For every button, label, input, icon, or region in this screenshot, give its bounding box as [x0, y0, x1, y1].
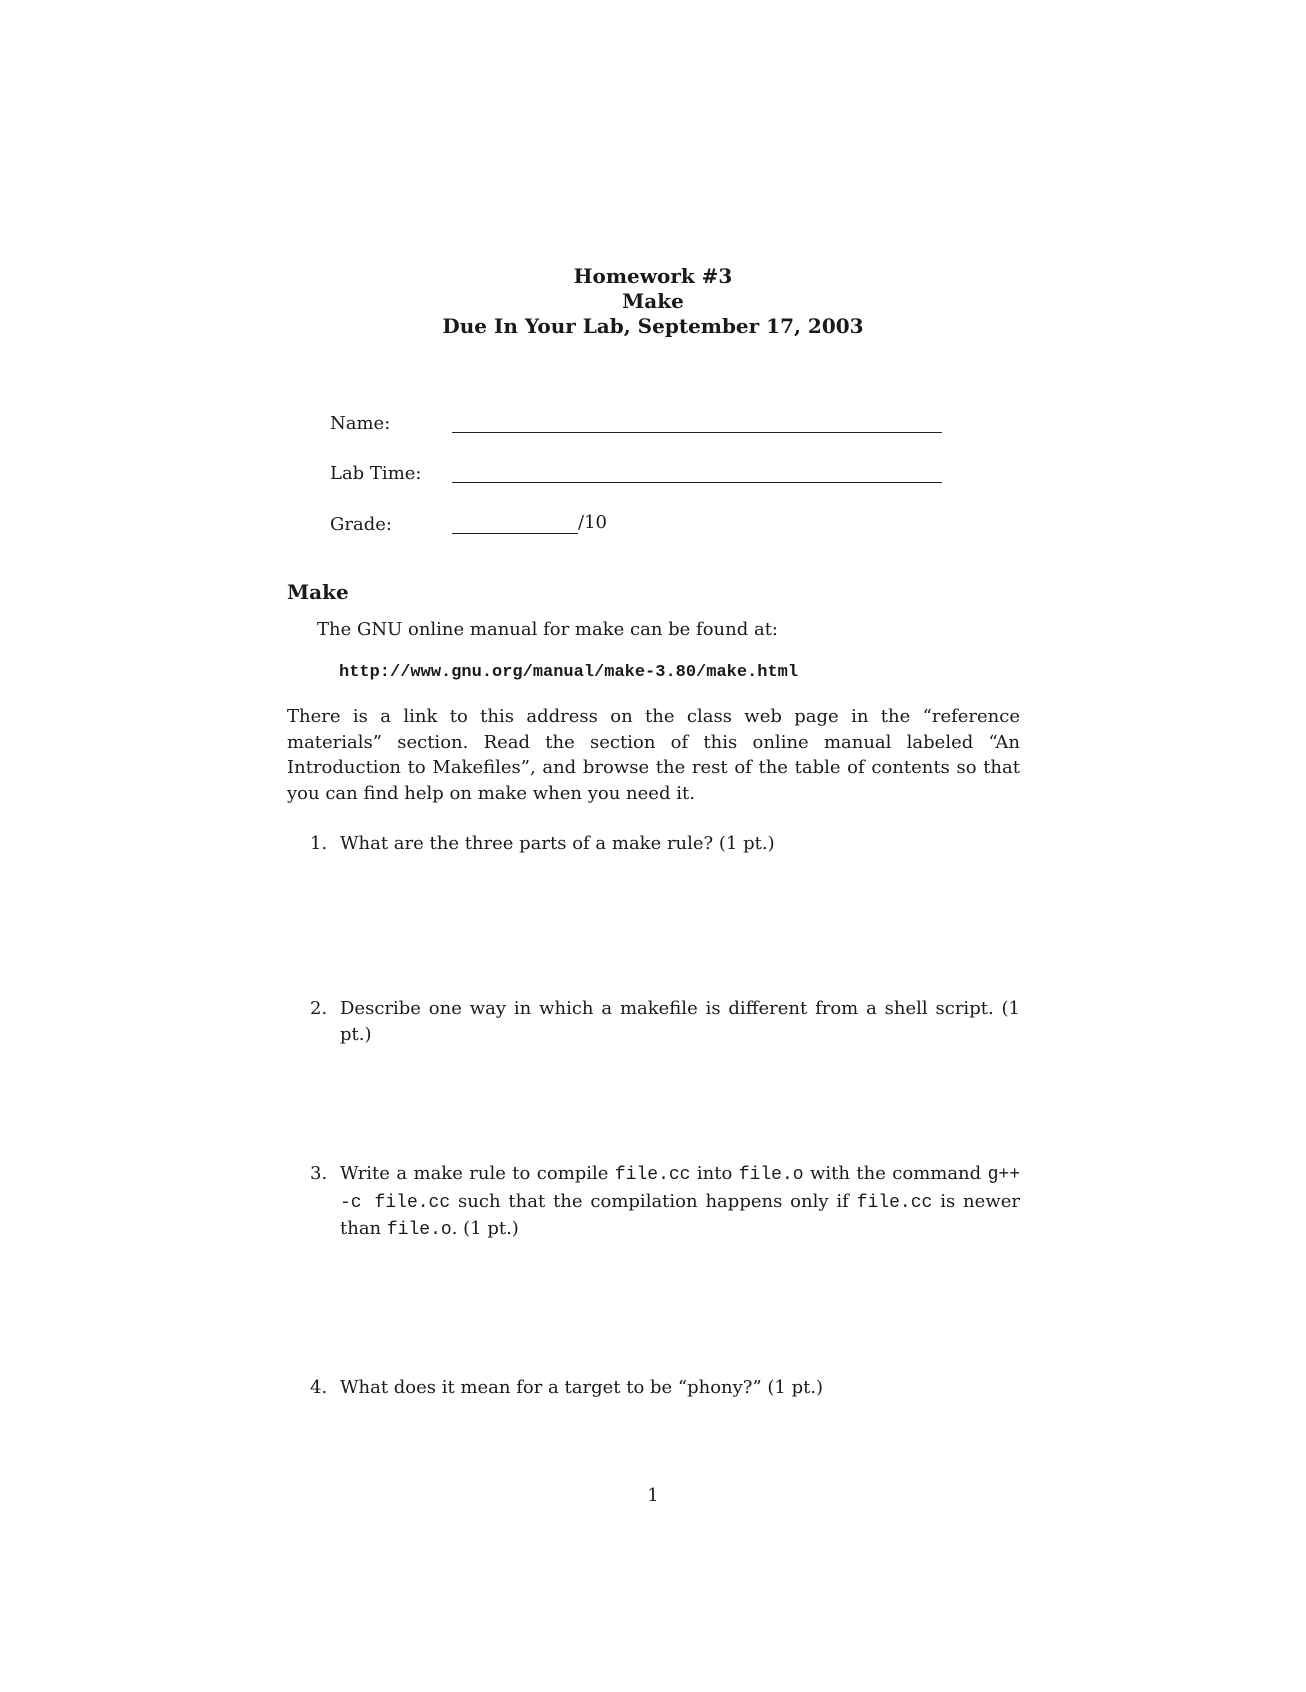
question-text: What are the three parts of a make rule? (1 pt.) — [340, 833, 775, 854]
grade-blank-line[interactable] — [452, 533, 578, 534]
name-blank-line[interactable] — [452, 432, 942, 433]
question-text-part: with the command — [803, 1163, 988, 1184]
question-text-part: is newer than — [340, 1190, 1020, 1239]
question-text-part: Write a make rule to compile — [340, 1163, 615, 1184]
manual-url[interactable]: http://www.gnu.org/manual/make-3.80/make.html — [339, 663, 799, 682]
intro-text: The GNU online manual for make can be found at: — [317, 619, 778, 640]
section-title: Make — [287, 580, 349, 604]
homework-title: Homework #3 — [573, 264, 733, 288]
question-number: 3. — [310, 1163, 328, 1184]
code-command: g++ -c file.cc — [340, 1165, 1020, 1213]
question-text-part: into — [690, 1163, 739, 1184]
question-number: 4. — [310, 1377, 328, 1398]
code-filename: file.o — [386, 1220, 452, 1240]
code-filename: file.cc — [856, 1192, 933, 1213]
question-text — [340, 1161, 1020, 1244]
question-number: 2. — [310, 998, 328, 1019]
question-text-part: . (1 pt.) — [451, 1218, 519, 1239]
question-text: What does it mean for a target to be “phony?” (1 pt.) — [340, 1377, 824, 1398]
question-text-part: such that the compilation happens only if — [450, 1190, 857, 1212]
lab-time-blank-line[interactable] — [452, 482, 942, 483]
page-number: 1 — [647, 1485, 659, 1506]
grade-label: Grade: — [330, 514, 392, 535]
instructions-paragraph: There is a link to this address on the class web page in the “reference materials” section. Read the section of this online manual labeled “An Introduction to Makefiles”, and browse the rest of the table of contents so that you can find help on make when you need it. — [287, 706, 1020, 804]
question-number: 1. — [310, 833, 328, 854]
homework-topic: Make — [622, 289, 684, 313]
code-filename: file.o — [738, 1165, 804, 1185]
due-date: Due In Your Lab, September 17, 2003 — [442, 314, 864, 338]
code-filename: file.cc — [614, 1165, 691, 1185]
name-label: Name: — [330, 413, 391, 434]
document-header — [0, 264, 1306, 339]
question-text: Describe one way in which a makefile is different from a shell script. (1 pt.) — [340, 998, 1020, 1045]
grade-max-points: /10 — [578, 512, 607, 533]
lab-time-label: Lab Time: — [330, 463, 422, 484]
